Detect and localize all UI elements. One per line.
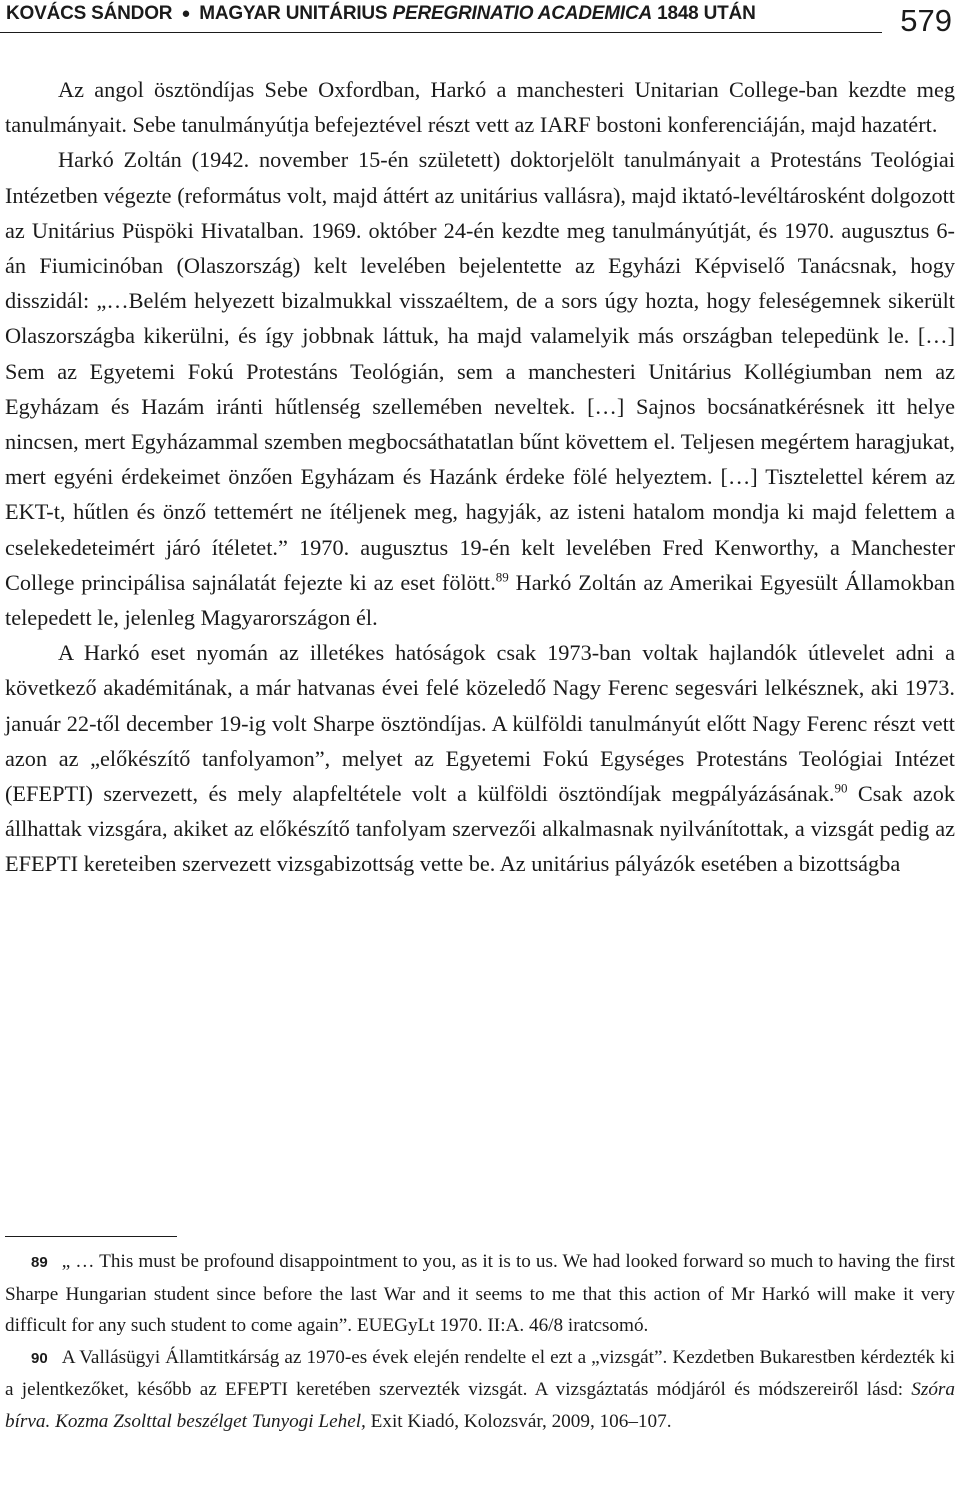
footnote-text: „ … This must be profound disappointment to you, as it is to us. We had looked forward so much to having the first Sharpe Hungarian student since before the last War and it seems to me that this action of Mr Harkó will make it very difficult for any such student to come again”. EUEGyLt 1970. II:A. 46/8 iratcsomó. [5, 1251, 955, 1336]
paragraph [5, 635, 955, 881]
paragraph-text: A Harkó eset nyomán az illetékes hatóságok csak 1973-ban voltak hajlandók útlevelet adni a következő akadémitának, a már hatvanas évei felé közeledő Nagy Ferenc segesvári lelkésznek, aki 1973. január 22-től december 19-ig volt Sharpe ösztöndíjas. A külföldi tanulmányút előtt Nagy Ferenc részt vett azon az „előkészítő tanfolyamon”, melyet az Egyetemi Fokú Egységes Protestáns Teológiai Intézet (EFEPTI) szervezett, és mely alapfeltétele volt a külföldi ösztöndíjak megpályázásának. [5, 640, 955, 807]
footnote-citation-title: Szóra bírva. Kozma Zsolttal beszélget Tunyogi Lehel, [5, 1379, 955, 1432]
footnote-90 [5, 1342, 955, 1438]
header-rule [0, 32, 882, 33]
paragraph [5, 142, 955, 635]
footnote-text-cont: Exit Kiadó, Kolozsvár, 2009, 106–107. [365, 1410, 672, 1432]
footnotes [5, 1246, 955, 1437]
bullet-separator: ● [181, 5, 191, 22]
paragraph [5, 72, 955, 142]
footnote-number: 89 [31, 1254, 48, 1271]
paragraph-text: Harkó Zoltán (1942. november 15-én született) doktorjelölt tanulmányait a Protestáns Teológiai Intézetben végezte (református volt, majd áttért az unitárius vallásra), majd iktató-levéltárosként dolgozott az Unitárius Püspöki Hivatalban. 1969. október 24-én kezdte meg tanulmányútját, és 1970. augusztus 6-án Fiumicinóban (Olaszország) kelt levelében bejelentette az Egyházi Képviselő Tanácsnak, hogy disszidál: „…Belém helyezett bizalmukkal visszaéltem, de a sors úgy hozta, hogy feleségemnek sikerült Olaszországba kikerülni, és így jobbnak láttuk, ha majd valamelyik más országban telepedünk le. […] Sem az Egyetemi Fokú Protestáns Teológián, sem a manchesteri Unitárius Kollégiumban nem az Egyházam és Hazám iránti hűtlenség szellemében neveltek. […] Sajnos bocsánatkérésnek itt helye nincsen, mert Egyházammal szemben megbocsáthatatlan bűnt követtem el. Teljesen megértem haragjukat, mert egyéni érdekeimet önzően Egyházam és Hazánk érdeke fölé helyeztem. […] Tisztelettel kérem az EKT-t, hűtlen és önző tettemért ne ítéljenek meg, hagyják, az isteni hatalom mondja ki majd felettem a cselekedeteimért járó ítéletet.” 1970. augusztus 19-én kelt levelében Fred Kenworthy, a Manchester College principálisa sajnálatát fejezte ki az eset fölött. [5, 147, 955, 595]
footnote-text: A Vallásügyi Államtitkárság az 1970-es évek elején rendelte el ezt a „vizsgát”. Kezdetben Bukarestben kérdezték ki a jelentkezőket, később az EFEPTI keretében szervezték vizsgát. A vizsgáztatás módjáról és módszereiről lásd: [5, 1346, 955, 1400]
paragraph-text-cont: Harkó Zoltán az Amerikai Egyesült Államokban telepedett le, jelenleg Magyarországon él. [5, 569, 955, 631]
footnote-ref-90[interactable]: 90 [834, 780, 848, 796]
page-header [0, 0, 960, 46]
body-text [5, 72, 955, 882]
footnote-separator [5, 1236, 177, 1237]
paragraph-text-cont: Csak azok állhattak vizsgára, akiket az előkészítő tanfolyam szervezői alkalmasnak nyilvánítottak, a vizsgát pedig az EFEPTI kereteiben szervezett vizsgabizottság vette be. Az unitárius pályázók esetében a bizottságba [5, 781, 955, 877]
running-head-title: MAGYAR UNITÁRIUS [199, 3, 393, 24]
running-head-title-end: 1848 UTÁN [652, 3, 756, 24]
footnote-89 [5, 1246, 955, 1342]
footnote-ref-89[interactable]: 89 [495, 569, 509, 585]
running-head [6, 3, 756, 25]
paragraph-text: Az angol ösztöndíjas Sebe Oxfordban, Harkó a manchesteri Unitarian College-ban kezdte meg tanulmányait. Sebe tanulmányútja befejeztével részt vett az IARF bostoni konferenciáján, majd hazatért. [5, 77, 955, 138]
footnote-number: 90 [31, 1349, 48, 1367]
running-head-title-italic: PEREGRINATIO ACADEMICA [392, 3, 652, 24]
page-number: 579 [900, 3, 952, 38]
running-head-author: KOVÁCS SÁNDOR [6, 3, 173, 24]
